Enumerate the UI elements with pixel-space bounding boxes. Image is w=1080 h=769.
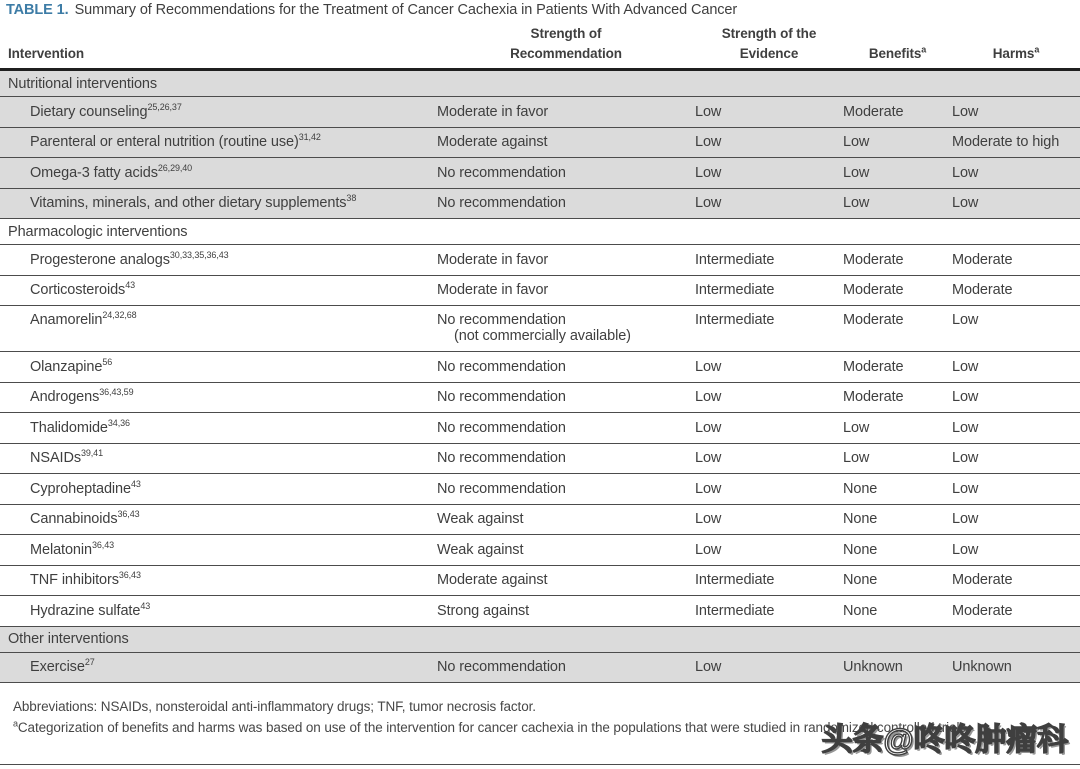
cell-intervention	[0, 359, 437, 375]
recommendation-value: No recommendation	[437, 450, 566, 467]
cell-strength-of-evidence: Low	[695, 164, 722, 181]
cell-strength-of-recommendation	[437, 104, 695, 120]
table-row	[0, 413, 1080, 444]
table-row	[0, 276, 1080, 307]
intervention-name: Exercise	[30, 659, 85, 676]
intervention-name: Parenteral or enteral nutrition (routine use)	[30, 134, 299, 151]
reference-superscript: 36,43	[117, 509, 140, 520]
table-row	[0, 653, 1080, 684]
section-header-row	[0, 71, 1080, 97]
cell-strength-of-recommendation	[437, 282, 695, 298]
cell-benefits: Low	[843, 419, 870, 436]
section-header-row	[0, 219, 1080, 245]
cell-harms: Low	[952, 103, 979, 120]
table-row	[0, 444, 1080, 475]
cell-intervention	[0, 542, 437, 558]
reference-superscript: 34,36	[107, 418, 130, 429]
section-header-label: Pharmacologic interventions	[8, 223, 188, 240]
intervention-name: Omega-3 fatty acids	[30, 164, 158, 181]
reference-superscript: 43	[125, 280, 136, 291]
cell-intervention	[0, 195, 437, 211]
recommendation-value: No recommendation	[437, 164, 566, 181]
cell-intervention	[0, 572, 437, 588]
cell-harms: Low	[952, 480, 979, 497]
intervention-name: Corticosteroids	[30, 282, 126, 299]
reference-superscript: 36,43	[91, 540, 115, 551]
cell-harms: Moderate	[952, 602, 1013, 619]
table-row	[0, 128, 1080, 159]
column-header-harms: Harms$^a$	[992, 44, 1040, 61]
cell-benefits: None	[843, 602, 878, 619]
reference-superscript: 26,29,40	[157, 163, 193, 174]
benefits-harms-note: $^a$Categorization of benefits and harms was based on use of the intervention for cancer cachexia in the populations that were studied in randomized controlled trials.	[13, 718, 970, 736]
reference-superscript: 30,33,35,36,43	[169, 250, 229, 261]
reference-superscript: 38	[346, 193, 357, 204]
cell-intervention	[0, 282, 437, 298]
cell-benefits: Low	[843, 195, 870, 212]
recommendation-value: No recommendation	[437, 389, 566, 406]
cell-strength-of-recommendation	[437, 134, 695, 150]
cell-harms: Low	[952, 511, 979, 528]
cell-intervention	[0, 420, 437, 436]
reference-superscript: 43	[140, 601, 151, 612]
intervention-name: TNF inhibitors	[30, 572, 119, 589]
cell-intervention	[0, 252, 437, 268]
watermark-text: 头条@咚咚肿瘤科	[821, 722, 1068, 757]
intervention-name: Dietary counseling	[30, 103, 148, 120]
cell-strength-of-evidence: Low	[695, 659, 722, 676]
cell-intervention	[0, 511, 437, 527]
recommendation-value: No recommendation	[437, 195, 566, 212]
cell-strength-of-evidence: Low	[695, 134, 722, 151]
cell-strength-of-evidence: Intermediate	[695, 572, 775, 589]
cell-strength-of-recommendation	[437, 542, 695, 558]
section-header-label: Nutritional interventions	[8, 75, 158, 92]
cell-strength-of-evidence: Intermediate	[695, 312, 775, 329]
recommendation-value: No recommendation	[437, 312, 566, 329]
table-row	[0, 306, 1080, 352]
intervention-name: Anamorelin	[30, 312, 103, 329]
cell-harms: Low	[952, 164, 979, 181]
cell-harms: Low	[952, 389, 979, 406]
intervention-name: Olanzapine	[30, 358, 103, 375]
column-header-strength-of-evidence: Strength of the Evidence	[721, 26, 817, 61]
column-header-intervention: Intervention	[8, 45, 85, 61]
table-row	[0, 505, 1080, 536]
recommendation-value: Moderate in favor	[437, 103, 549, 120]
section-header-row	[0, 627, 1080, 653]
column-header-strength-of-recommendation: Strength of Recommendation	[510, 26, 622, 61]
cell-strength-of-recommendation	[437, 252, 695, 268]
cell-benefits: Moderate	[843, 358, 904, 375]
intervention-name: NSAIDs	[30, 450, 81, 467]
summary-table-body	[0, 71, 1080, 683]
reference-superscript: 43	[130, 479, 141, 490]
cell-harms: Unknown	[952, 659, 1012, 676]
cell-strength-of-recommendation	[437, 359, 695, 375]
recommendation-value: No recommendation	[437, 659, 566, 676]
cell-benefits: Moderate	[843, 389, 904, 406]
cell-strength-of-recommendation	[437, 450, 695, 466]
cell-harms: Low	[952, 450, 979, 467]
intervention-name: Melatonin	[30, 541, 92, 558]
table-header-row	[0, 22, 1080, 71]
cell-strength-of-evidence: Low	[695, 103, 722, 120]
cell-strength-of-recommendation	[437, 389, 695, 405]
section-header-label: Other interventions	[8, 631, 129, 648]
cell-intervention	[0, 165, 437, 181]
cell-benefits: Low	[843, 164, 870, 181]
cell-strength-of-recommendation	[437, 420, 695, 436]
intervention-name: Androgens	[30, 389, 100, 406]
table-row	[0, 596, 1080, 627]
cell-harms: Low	[952, 195, 979, 212]
cell-intervention	[0, 450, 437, 466]
reference-superscript: 39,41	[80, 448, 103, 459]
table-row	[0, 474, 1080, 505]
recommendation-value: No recommendation	[437, 358, 566, 375]
recommendation-note: (not commercially available)	[454, 328, 631, 345]
recommendation-value: Moderate in favor	[437, 251, 549, 268]
reference-superscript: 31,42	[298, 132, 321, 143]
reference-superscript: 27	[84, 657, 95, 668]
cell-strength-of-evidence: Low	[695, 480, 722, 497]
cell-strength-of-evidence: Intermediate	[695, 282, 775, 299]
cell-strength-of-evidence: Low	[695, 419, 722, 436]
cell-strength-of-recommendation	[437, 603, 695, 619]
cell-strength-of-evidence: Low	[695, 541, 722, 558]
intervention-name: Cyproheptadine	[30, 480, 131, 497]
cell-harms: Low	[952, 358, 979, 375]
cell-harms: Moderate	[952, 251, 1013, 268]
cell-harms: Low	[952, 541, 979, 558]
recommendation-value: Moderate against	[437, 572, 548, 589]
cell-benefits: Moderate	[843, 251, 904, 268]
cell-benefits: Low	[843, 450, 870, 467]
cell-strength-of-recommendation	[437, 306, 695, 351]
table-row	[0, 352, 1080, 383]
recommendation-value: No recommendation	[437, 419, 566, 436]
cell-benefits: None	[843, 572, 878, 589]
table-row	[0, 535, 1080, 566]
bottom-rule	[0, 764, 1080, 765]
table-row	[0, 245, 1080, 276]
cell-strength-of-evidence: Low	[695, 511, 722, 528]
cell-intervention	[0, 659, 437, 675]
cell-strength-of-recommendation	[437, 165, 695, 181]
cell-intervention	[0, 481, 437, 497]
cell-strength-of-evidence: Intermediate	[695, 602, 775, 619]
table-caption	[0, 0, 1080, 22]
cell-intervention	[0, 306, 437, 335]
reference-superscript: 56	[102, 357, 113, 368]
cell-strength-of-recommendation	[437, 572, 695, 588]
column-header-benefits: Benefits$^a$	[868, 44, 927, 61]
footnote-marker: a	[13, 718, 18, 729]
cell-strength-of-evidence: Low	[695, 389, 722, 406]
cell-benefits: None	[843, 480, 878, 497]
intervention-name: Hydrazine sulfate	[30, 602, 141, 619]
cell-strength-of-recommendation	[437, 195, 695, 211]
abbreviations-note: Abbreviations: NSAIDs, nonsteroidal anti-inflammatory drugs; TNF, tumor necrosis factor.	[13, 699, 536, 715]
recommendation-value: Moderate against	[437, 134, 548, 151]
reference-superscript: 36,43	[118, 570, 141, 581]
cell-benefits: Moderate	[843, 282, 904, 299]
intervention-name: Thalidomide	[30, 419, 108, 436]
intervention-name: Progesterone analogs	[30, 251, 170, 268]
cell-harms: Moderate	[952, 282, 1013, 299]
table-row	[0, 97, 1080, 128]
cell-strength-of-recommendation	[437, 659, 695, 675]
cell-benefits: Unknown	[843, 659, 903, 676]
cell-strength-of-recommendation	[437, 511, 695, 527]
cell-strength-of-evidence: Low	[695, 450, 722, 467]
table-number-label: TABLE 1.	[6, 2, 69, 18]
recommendation-value: Strong against	[437, 602, 530, 619]
recommendation-value: Weak against	[437, 541, 524, 558]
cell-harms: Low	[952, 312, 979, 329]
table-row	[0, 566, 1080, 597]
cell-benefits: Low	[843, 134, 870, 151]
cell-benefits: Moderate	[843, 312, 904, 329]
cell-strength-of-evidence: Low	[695, 195, 722, 212]
recommendation-value: No recommendation	[437, 480, 566, 497]
cell-harms: Moderate to high	[952, 134, 1060, 151]
cell-harms: Low	[952, 419, 979, 436]
reference-superscript: 36,43,59	[99, 387, 134, 398]
cell-benefits: None	[843, 511, 878, 528]
recommendation-value: Weak against	[437, 511, 524, 528]
table-title: Summary of Recommendations for the Treatment of Cancer Cachexia in Patients With Advanced Cancer	[74, 2, 738, 18]
cell-harms: Moderate	[952, 572, 1013, 589]
table-row	[0, 158, 1080, 189]
reference-superscript: 25,26,37	[147, 102, 182, 113]
cell-benefits: Moderate	[843, 103, 904, 120]
table-row	[0, 383, 1080, 414]
cell-benefits: None	[843, 541, 878, 558]
cell-intervention	[0, 603, 437, 619]
table-row	[0, 189, 1080, 220]
cell-intervention	[0, 389, 437, 405]
cell-intervention	[0, 134, 437, 150]
intervention-name: Vitamins, minerals, and other dietary supplements	[30, 195, 347, 212]
cell-strength-of-evidence: Intermediate	[695, 251, 775, 268]
cell-strength-of-evidence: Low	[695, 358, 722, 375]
cell-intervention	[0, 104, 437, 120]
reference-superscript: 24,32,68	[102, 310, 137, 321]
recommendation-value: Moderate in favor	[437, 282, 549, 299]
intervention-name: Cannabinoids	[30, 511, 118, 528]
cell-strength-of-recommendation	[437, 481, 695, 497]
